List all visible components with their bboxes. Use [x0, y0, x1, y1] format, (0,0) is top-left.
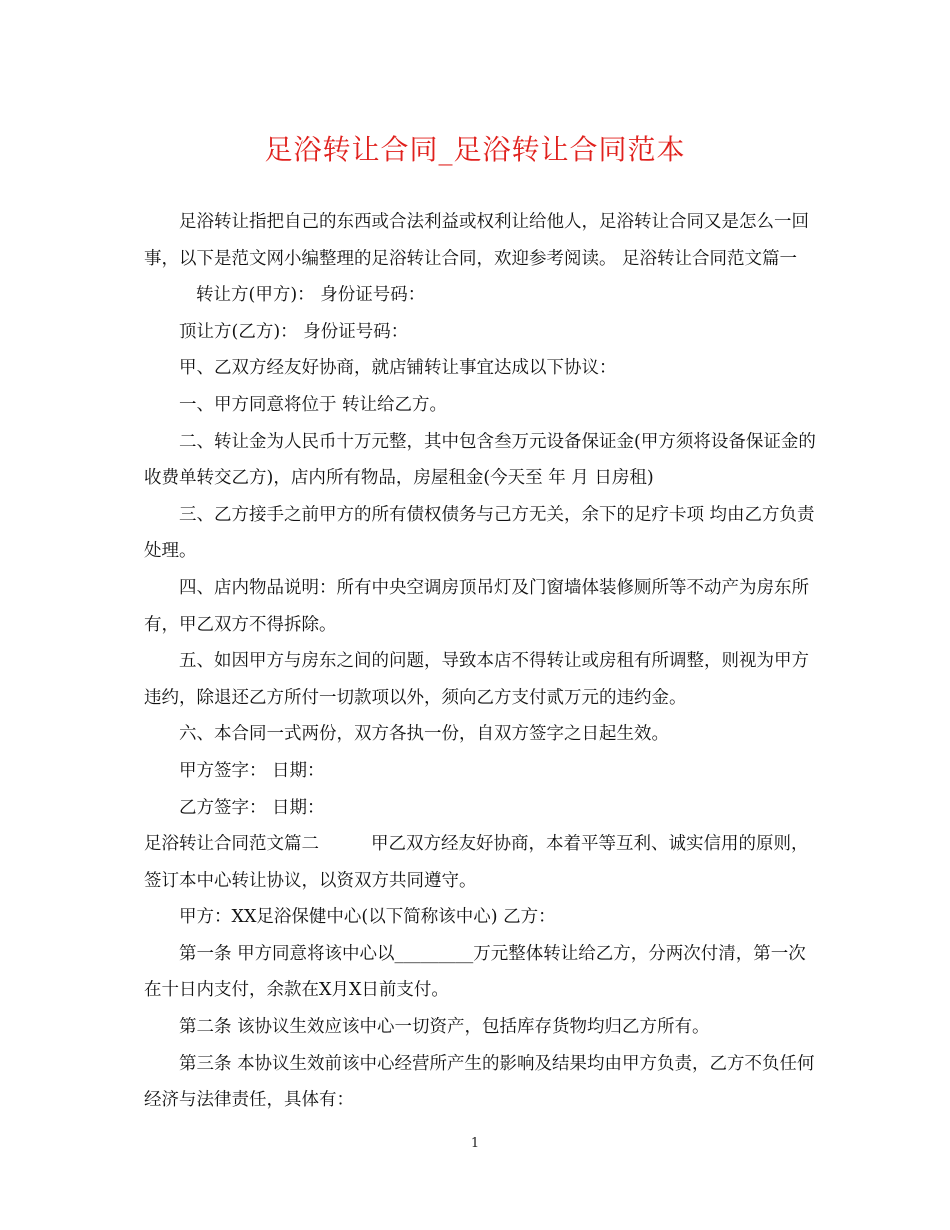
sample-2-heading: 足浴转让合同范文篇二 — [144, 834, 319, 855]
agreement-paragraph: 甲、乙双方经友好协商，就店铺转让事宜达成以下协议： — [179, 358, 617, 379]
article-2: 第二条 该协议生效应该中心一切资产，包括库存货物均归乙方所有。 — [179, 1017, 710, 1038]
intro-party-text: 转让方(甲方)： 身份证号码： — [196, 285, 426, 306]
clause-2: 二、转让金为人民币十万元整，其中包含叁万元设备保证金(甲方须将设备保证金的收费单转交乙方)，店内所有物品，房屋租金(今天至 年 月 日房租) — [144, 431, 816, 489]
clause-4: 四、店内物品说明：所有中央空调房顶吊灯及门窗墙体装修厕所等不动产为房东所有，甲乙双方不得拆除。 — [144, 577, 809, 635]
article-1: 第一条 甲方同意将该中心以_________万元整体转让给乙方，分两次付清，第一次在十日内支付，余款在X月X日前支付。 — [144, 943, 806, 1001]
clause-6: 六、本合同一式两份，双方各执一份，自双方签字之日起生效。 — [179, 724, 669, 745]
document-title: 足浴转让合同_足浴转让合同范本 — [264, 133, 686, 166]
signature-party-b: 乙方签字： 日期： — [179, 797, 325, 818]
sample-2-intro: 甲乙双方经友好协商，本着平等互利、诚实信用的原则，签订本中心转让协议，以资双方共同遵守。 — [144, 834, 809, 891]
receiver-paragraph: 顶让方(乙方)： 身份证号码： — [179, 321, 409, 342]
clause-3: 三、乙方接手之前甲方的所有债权债务与己方无关，余下的足疗卡项 均由乙方负责处理。 — [144, 504, 815, 562]
parties-paragraph: 甲方：XX足浴保健中心(以下简称该中心) 乙方： — [179, 907, 556, 928]
intro-text: 足浴转让指把自己的东西或合法利益或权利让给他人，足浴转让合同又是怎么一回事，以下是范文网小编整理的足浴转让合同，欢迎参考阅读。 足浴转让合同范文篇一 — [144, 212, 809, 269]
sample-2-paragraph — [144, 826, 816, 899]
intro-paragraph — [144, 204, 816, 314]
article-3: 第三条 本协议生效前该中心经营所产生的影响及结果均由甲方负责，乙方不负任何经济与法律责任，具体有： — [144, 1053, 815, 1111]
clause-1: 一、甲方同意将位于 转让给乙方。 — [179, 394, 448, 415]
document-body — [144, 204, 816, 1119]
signature-party-a: 甲方签字： 日期： — [179, 760, 325, 781]
page-number: 1 — [470, 1136, 480, 1151]
clause-5: 五、如因甲方与房东之间的问题，导致本店不得转让或房租有所调整，则视为甲方违约，除退还乙方所付一切款项以外，须向乙方支付贰万元的违约金。 — [144, 651, 809, 708]
